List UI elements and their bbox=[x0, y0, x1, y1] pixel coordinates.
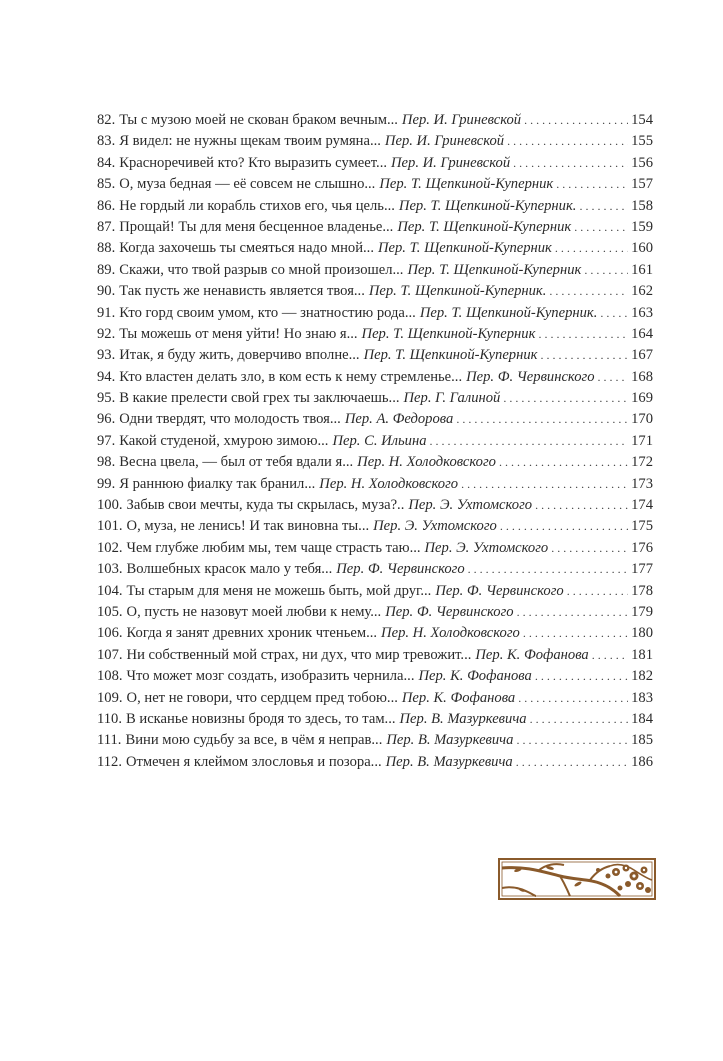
toc-entry bbox=[97, 709, 653, 730]
entry-page-number: 182 bbox=[631, 668, 653, 685]
dot-leader bbox=[530, 709, 629, 730]
toc-entry bbox=[97, 602, 653, 623]
table-of-contents bbox=[97, 110, 653, 773]
entry-translator: Пер. Т. Щепкиной-Куперник bbox=[407, 261, 582, 278]
dot-leader bbox=[584, 260, 628, 281]
dot-leader bbox=[430, 431, 629, 452]
entry-title: Красноречивей кто? Кто выразить сумеет... bbox=[119, 154, 387, 171]
entry-title: Ты можешь от меня уйти! Но знаю я... bbox=[119, 325, 358, 342]
entry-title: Когда я занят древних хроник чтеньем... bbox=[126, 625, 378, 642]
entry-number: 109. bbox=[97, 689, 123, 706]
cherry-blossom-branch-icon bbox=[498, 858, 656, 900]
entry-number: 111. bbox=[97, 732, 122, 749]
entry-translator: Пер. Т. Щепкиной-Куперник. bbox=[419, 304, 598, 321]
entry-page-number: 157 bbox=[631, 176, 653, 193]
toc-entry bbox=[97, 752, 653, 773]
entry-number: 107. bbox=[97, 646, 123, 663]
entry-number: 98. bbox=[97, 454, 116, 471]
entry-number: 94. bbox=[97, 368, 116, 385]
entry-translator: Пер. Ф. Червинского bbox=[435, 582, 564, 599]
entry-title: О, муза, не ленись! И так виновна ты... bbox=[126, 518, 370, 535]
entry-page-number: 178 bbox=[631, 582, 653, 599]
dot-leader bbox=[500, 516, 628, 537]
entry-number: 97. bbox=[97, 432, 116, 449]
entry-translator: Пер. Н. Холодковского bbox=[319, 475, 459, 492]
toc-entry bbox=[97, 196, 653, 217]
entry-title: Прощай! Ты для меня бесценное владенье... bbox=[119, 218, 394, 235]
entry-number: 96. bbox=[97, 411, 116, 428]
dot-leader bbox=[540, 345, 628, 366]
entry-page-number: 159 bbox=[631, 218, 653, 235]
entry-translator: Пер. С. Ильина bbox=[332, 432, 427, 449]
entry-number: 86. bbox=[97, 197, 116, 214]
entry-translator: Пер. Т. Щепкиной-Куперник bbox=[361, 325, 536, 342]
entry-translator: Пер. А. Федорова bbox=[344, 411, 454, 428]
entry-page-number: 174 bbox=[631, 497, 653, 514]
entry-translator: Пер. К. Фофанова bbox=[475, 646, 589, 663]
toc-entry bbox=[97, 409, 653, 430]
entry-number: 85. bbox=[97, 176, 116, 193]
entry-title: О, нет не говори, что сердцем пред тобою... bbox=[126, 689, 398, 706]
dot-leader bbox=[516, 730, 628, 751]
dot-leader bbox=[456, 409, 628, 430]
dot-leader bbox=[551, 538, 628, 559]
dot-leader bbox=[549, 281, 628, 302]
entry-page-number: 155 bbox=[631, 133, 653, 150]
dot-leader bbox=[556, 174, 628, 195]
entry-translator: Пер. И. Гриневской bbox=[401, 112, 522, 128]
entry-translator: Пер. Т. Щепкиной-Куперник. bbox=[398, 197, 577, 214]
dot-leader bbox=[513, 153, 628, 174]
entry-title: Одни твердят, что молодость твоя... bbox=[119, 411, 341, 428]
dot-leader bbox=[535, 666, 628, 687]
dot-leader bbox=[517, 602, 629, 623]
entry-page-number: 171 bbox=[631, 432, 653, 449]
toc-entry bbox=[97, 345, 653, 366]
entry-number: 91. bbox=[97, 304, 116, 321]
entry-page-number: 184 bbox=[631, 710, 653, 727]
entry-page-number: 180 bbox=[631, 625, 653, 642]
entry-translator: Пер. Т. Щепкиной-Куперник bbox=[377, 240, 552, 257]
entry-translator: Пер. Ф. Червинского bbox=[466, 368, 595, 385]
entry-title: Чем глубже любим мы, тем чаще страсть таю... bbox=[126, 539, 421, 556]
toc-entry bbox=[97, 730, 653, 751]
entry-translator: Пер. К. Фофанова bbox=[418, 668, 532, 685]
entry-page-number: 185 bbox=[631, 732, 653, 749]
entry-page-number: 173 bbox=[631, 475, 653, 492]
toc-entry bbox=[97, 623, 653, 644]
toc-entry bbox=[97, 495, 653, 516]
entry-title: Когда захочешь ты смеяться надо мной... bbox=[119, 240, 374, 257]
entry-number: 102. bbox=[97, 539, 123, 556]
entry-page-number: 181 bbox=[631, 646, 653, 663]
toc-entry bbox=[97, 131, 653, 152]
entry-translator: Пер. Н. Холодковского bbox=[357, 454, 496, 471]
entry-title: Кто властен делать зло, в ком есть к нему стремленье... bbox=[119, 368, 463, 385]
entry-title: Кто горд своим умом, кто — знатностию рода... bbox=[119, 304, 416, 321]
entry-page-number: 158 bbox=[631, 197, 653, 214]
dot-leader bbox=[516, 752, 628, 773]
entry-page-number: 186 bbox=[631, 753, 653, 770]
entry-number: 82. bbox=[97, 112, 116, 128]
toc-entry bbox=[97, 431, 653, 452]
entry-number: 106. bbox=[97, 625, 123, 642]
toc-entry bbox=[97, 581, 653, 602]
entry-number: 110. bbox=[97, 710, 122, 727]
toc-entry bbox=[97, 110, 653, 131]
entry-title: Ни собственный мой страх, ни дух, что мир тревожит... bbox=[126, 646, 472, 663]
entry-translator: Пер. К. Фофанова bbox=[401, 689, 516, 706]
entry-translator: Пер. Т. Щепкиной-Куперник bbox=[397, 218, 572, 235]
dot-leader bbox=[524, 110, 628, 131]
entry-translator: Пер. Ф. Червинского bbox=[385, 603, 514, 620]
dot-leader bbox=[567, 581, 628, 602]
entry-translator: Пер. Э. Ухтомского bbox=[424, 539, 549, 556]
entry-page-number: 162 bbox=[631, 283, 653, 300]
entry-translator: Пер. Ф. Червинского bbox=[336, 561, 465, 578]
dot-leader bbox=[523, 623, 628, 644]
dot-leader bbox=[461, 474, 628, 495]
dot-leader bbox=[579, 196, 628, 217]
entry-number: 101. bbox=[97, 518, 123, 535]
toc-entry bbox=[97, 388, 653, 409]
entry-title: О, пусть не назовут моей любви к нему... bbox=[126, 603, 382, 620]
entry-translator: Пер. И. Гриневской bbox=[391, 154, 511, 171]
entry-page-number: 168 bbox=[631, 368, 653, 385]
entry-page-number: 172 bbox=[631, 454, 653, 471]
entry-number: 89. bbox=[97, 261, 116, 278]
entry-title: Ты с музою моей не скован браком вечным... bbox=[119, 112, 398, 128]
entry-number: 84. bbox=[97, 154, 116, 171]
entry-number: 108. bbox=[97, 668, 123, 685]
dot-leader bbox=[598, 367, 629, 388]
entry-title: О, муза бедная — её совсем не слышно... bbox=[119, 176, 376, 193]
toc-entry bbox=[97, 260, 653, 281]
entry-page-number: 183 bbox=[631, 689, 653, 706]
dot-leader bbox=[535, 495, 628, 516]
entry-translator: Пер. Г. Галиной bbox=[403, 390, 501, 407]
entry-number: 87. bbox=[97, 218, 116, 235]
dot-leader bbox=[503, 388, 628, 409]
toc-entry bbox=[97, 645, 653, 666]
entry-page-number: 177 bbox=[631, 561, 653, 578]
entry-title: Волшебных красок мало у тебя... bbox=[126, 561, 333, 578]
entry-title: Ты старым для меня не можешь быть, мой друг... bbox=[126, 582, 432, 599]
toc-entry bbox=[97, 238, 653, 259]
entry-number: 100. bbox=[97, 497, 123, 514]
entry-translator: Пер. Т. Щепкиной-Куперник bbox=[379, 176, 554, 193]
entry-page-number: 169 bbox=[631, 390, 653, 407]
toc-entry bbox=[97, 281, 653, 302]
entry-title: Отмечен я клеймом злословья и позора... bbox=[126, 753, 382, 770]
toc-entry bbox=[97, 474, 653, 495]
toc-entry bbox=[97, 324, 653, 345]
entry-title: В какие прелести свой грех ты заключаешь... bbox=[119, 390, 400, 407]
toc-entry bbox=[97, 666, 653, 687]
entry-title: Какой студеной, хмурою зимою... bbox=[119, 432, 329, 449]
entry-title: Вини мою судьбу за все, в чём я неправ... bbox=[125, 732, 383, 749]
entry-number: 99. bbox=[97, 475, 116, 492]
dot-leader bbox=[574, 217, 628, 238]
entry-number: 93. bbox=[97, 347, 116, 364]
toc-entry bbox=[97, 688, 653, 709]
toc-entry bbox=[97, 153, 653, 174]
dot-leader bbox=[555, 238, 628, 259]
entry-translator: Пер. Т. Щепкиной-Куперник. bbox=[368, 283, 547, 300]
entry-page-number: 163 bbox=[631, 304, 653, 321]
entry-page-number: 161 bbox=[631, 261, 653, 278]
entry-title: Скажи, что твой разрыв со мной произошел... bbox=[119, 261, 404, 278]
entry-title: Так пусть же ненависть является твоя... bbox=[119, 283, 365, 300]
toc-entry bbox=[97, 538, 653, 559]
entry-page-number: 160 bbox=[631, 240, 653, 257]
entry-page-number: 176 bbox=[631, 539, 653, 556]
entry-number: 95. bbox=[97, 390, 116, 407]
toc-entry bbox=[97, 452, 653, 473]
entry-title: Итак, я буду жить, доверчиво вполне... bbox=[119, 347, 360, 364]
dot-leader bbox=[468, 559, 628, 580]
entry-translator: Пер. Э. Ухтомского bbox=[408, 497, 533, 514]
entry-number: 83. bbox=[97, 133, 116, 150]
entry-title: Что может мозг создать, изобразить чернила... bbox=[126, 668, 415, 685]
entry-title: Весна цвела, — был от тебя вдали я... bbox=[119, 454, 354, 471]
entry-translator: Пер. Э. Ухтомского bbox=[373, 518, 497, 535]
entry-translator: Пер. Н. Холодковского bbox=[381, 625, 520, 642]
dot-leader bbox=[518, 688, 628, 709]
toc-entry bbox=[97, 303, 653, 324]
dot-leader bbox=[538, 324, 628, 345]
entry-title: Я видел: не нужны щекам твоим румяна... bbox=[119, 133, 381, 150]
toc-entry bbox=[97, 367, 653, 388]
entry-translator: Пер. В. Мазуркевича bbox=[386, 732, 514, 749]
entry-page-number: 154 bbox=[631, 112, 653, 128]
entry-title: Забыв свои мечты, куда ты скрылась, муза?.. bbox=[126, 497, 405, 514]
entry-number: 88. bbox=[97, 240, 116, 257]
entry-number: 92. bbox=[97, 325, 116, 342]
entry-translator: Пер. В. Мазуркевича bbox=[385, 753, 513, 770]
entry-page-number: 156 bbox=[631, 154, 653, 171]
toc-entry bbox=[97, 516, 653, 537]
entry-translator: Пер. Т. Щепкиной-Куперник bbox=[363, 347, 538, 364]
entry-number: 112. bbox=[97, 753, 122, 770]
entry-translator: Пер. И. Гриневской bbox=[384, 133, 505, 150]
entry-title: Не гордый ли корабль стихов его, чья цель... bbox=[119, 197, 395, 214]
entry-page-number: 164 bbox=[631, 325, 653, 342]
entry-translator: Пер. В. Мазуркевича bbox=[399, 710, 527, 727]
entry-number: 105. bbox=[97, 603, 123, 620]
toc-entry bbox=[97, 217, 653, 238]
entry-page-number: 167 bbox=[631, 347, 653, 364]
toc-entry bbox=[97, 174, 653, 195]
entry-page-number: 175 bbox=[631, 518, 653, 535]
toc-entry bbox=[97, 559, 653, 580]
entry-page-number: 179 bbox=[631, 603, 653, 620]
dot-leader bbox=[600, 303, 628, 324]
entry-title: В исканье новизны бродя то здесь, то там... bbox=[126, 710, 396, 727]
entry-number: 104. bbox=[97, 582, 123, 599]
entry-number: 90. bbox=[97, 283, 116, 300]
dot-leader bbox=[507, 131, 628, 152]
entry-title: Я раннюю фиалку так бранил... bbox=[119, 475, 316, 492]
dot-leader bbox=[499, 452, 628, 473]
entry-number: 103. bbox=[97, 561, 123, 578]
entry-page-number: 170 bbox=[631, 411, 653, 428]
dot-leader bbox=[592, 645, 628, 666]
